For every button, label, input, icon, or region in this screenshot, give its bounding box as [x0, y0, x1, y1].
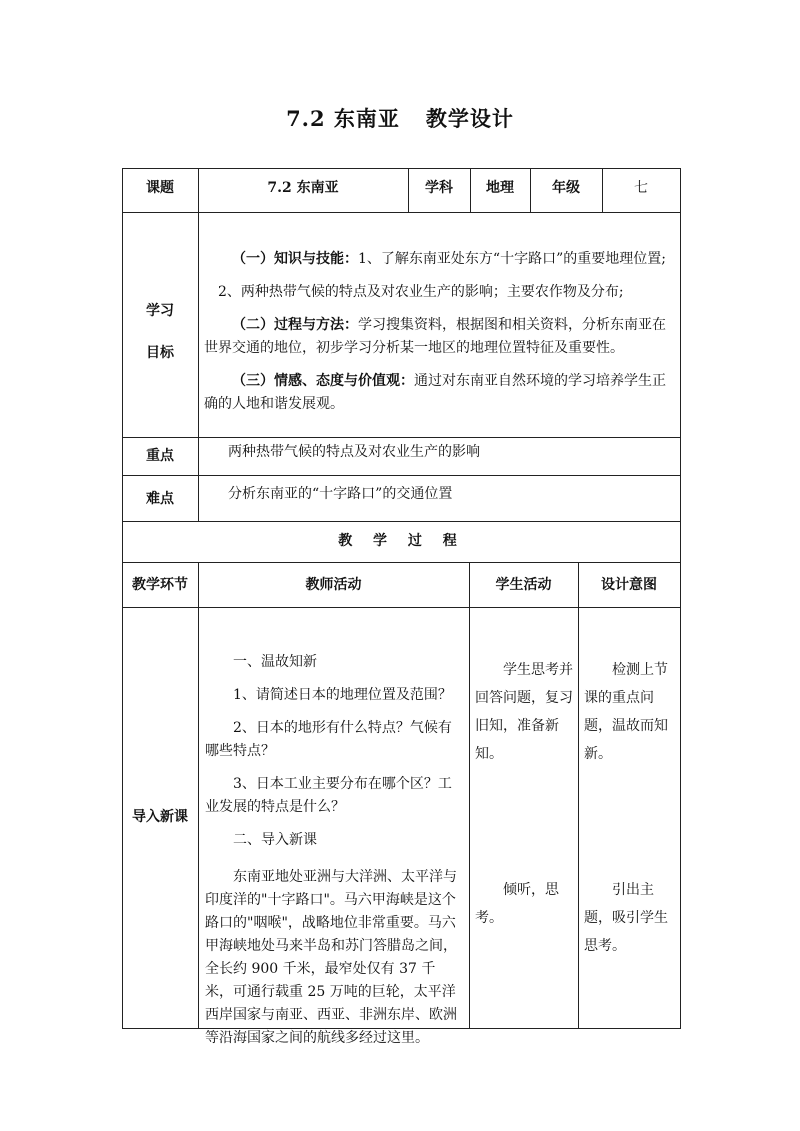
student-activity-intro: 倾听，思考。	[475, 882, 559, 926]
stage-intro: 导入新课	[132, 809, 188, 825]
student-activity-review: 学生思考并回答问题，复习旧知，准备新知。	[475, 662, 573, 762]
teacher-activity	[205, 651, 463, 1050]
subject-value: 地理	[486, 180, 514, 196]
col-stage: 教学环节	[132, 577, 188, 593]
difficulty-text: 分析东南亚的“十字路口”的交通位置	[228, 486, 453, 502]
grade-label: 年级	[552, 180, 580, 196]
col-intent: 设计意图	[601, 577, 657, 593]
objective-process: （二）过程与方法：学习搜集资料，根据图和相关资料，分析东南亚在世界交通的地位，初步学习分析某一地区的地理位置特征及重要性。	[204, 317, 666, 356]
key-point-text: 两种热带气候的特点及对农业生产的影响	[228, 444, 480, 460]
topic-label: 课题	[146, 180, 174, 196]
review-question-1: 1、请简述日本的地理位置及范围？	[233, 687, 452, 703]
objectives-label-line2: 目标	[146, 345, 174, 361]
title-topic: 7.2 东南亚	[286, 106, 400, 131]
key-point-label: 重点	[146, 448, 174, 464]
objective-climate: 2、两种热带气候的特点及对农业生产的影响；主要农作物及分布;	[218, 284, 624, 300]
subject-label: 学科	[425, 180, 453, 196]
objectives-label-line1: 学习	[146, 303, 174, 319]
review-question-3: 3、日本工业主要分布在哪个区？工业发展的特点是什么？	[205, 776, 452, 815]
intent-intro: 引出主题，吸引学生思考。	[584, 882, 668, 954]
col-student: 学生活动	[495, 577, 552, 593]
intro-paragraph: 东南亚地处亚洲与大洋洲、太平洋与印度洋的"十字路口"。马六甲海峡是这个路口的"咽喉"，战略地位非常重要。马六甲海峡地处马来半岛和苏门答腊岛之间，全长约 900 千米，最窄处仅有 37 千米，可通行载重 25 万吨的巨轮，太平洋西岸国家与南亚、西亚、非洲东岸、欧洲等沿海国家之间的航线多经过这里。	[205, 869, 457, 1046]
page-title	[0, 103, 800, 133]
objective-values: （三）情感、态度与价值观：通过对东南亚自然环境的学习培养学生正确的人地和谐发展观。	[204, 373, 666, 412]
intro-heading: 二、导入新课	[233, 832, 317, 848]
objective-knowledge: （一）知识与技能：1、了解东南亚处东方“十字路口”的重要地理位置;	[232, 251, 666, 267]
review-question-2: 2、日本的地形有什么特点？气候有哪些特点？	[205, 720, 452, 759]
intent-review: 检测上节课的重点问题，温故而知新。	[584, 662, 668, 762]
grade-value: 七	[634, 180, 648, 196]
process-heading: 教 学 过 程	[338, 533, 465, 549]
objectives-content	[204, 248, 676, 416]
title-suffix: 教学设计	[425, 106, 514, 131]
difficulty-label: 难点	[146, 491, 174, 507]
objectives-label	[122, 290, 198, 374]
review-heading: 一、温故知新	[233, 654, 317, 670]
topic-value: 7.2 东南亚	[267, 180, 339, 196]
col-teacher: 教师活动	[305, 577, 362, 593]
